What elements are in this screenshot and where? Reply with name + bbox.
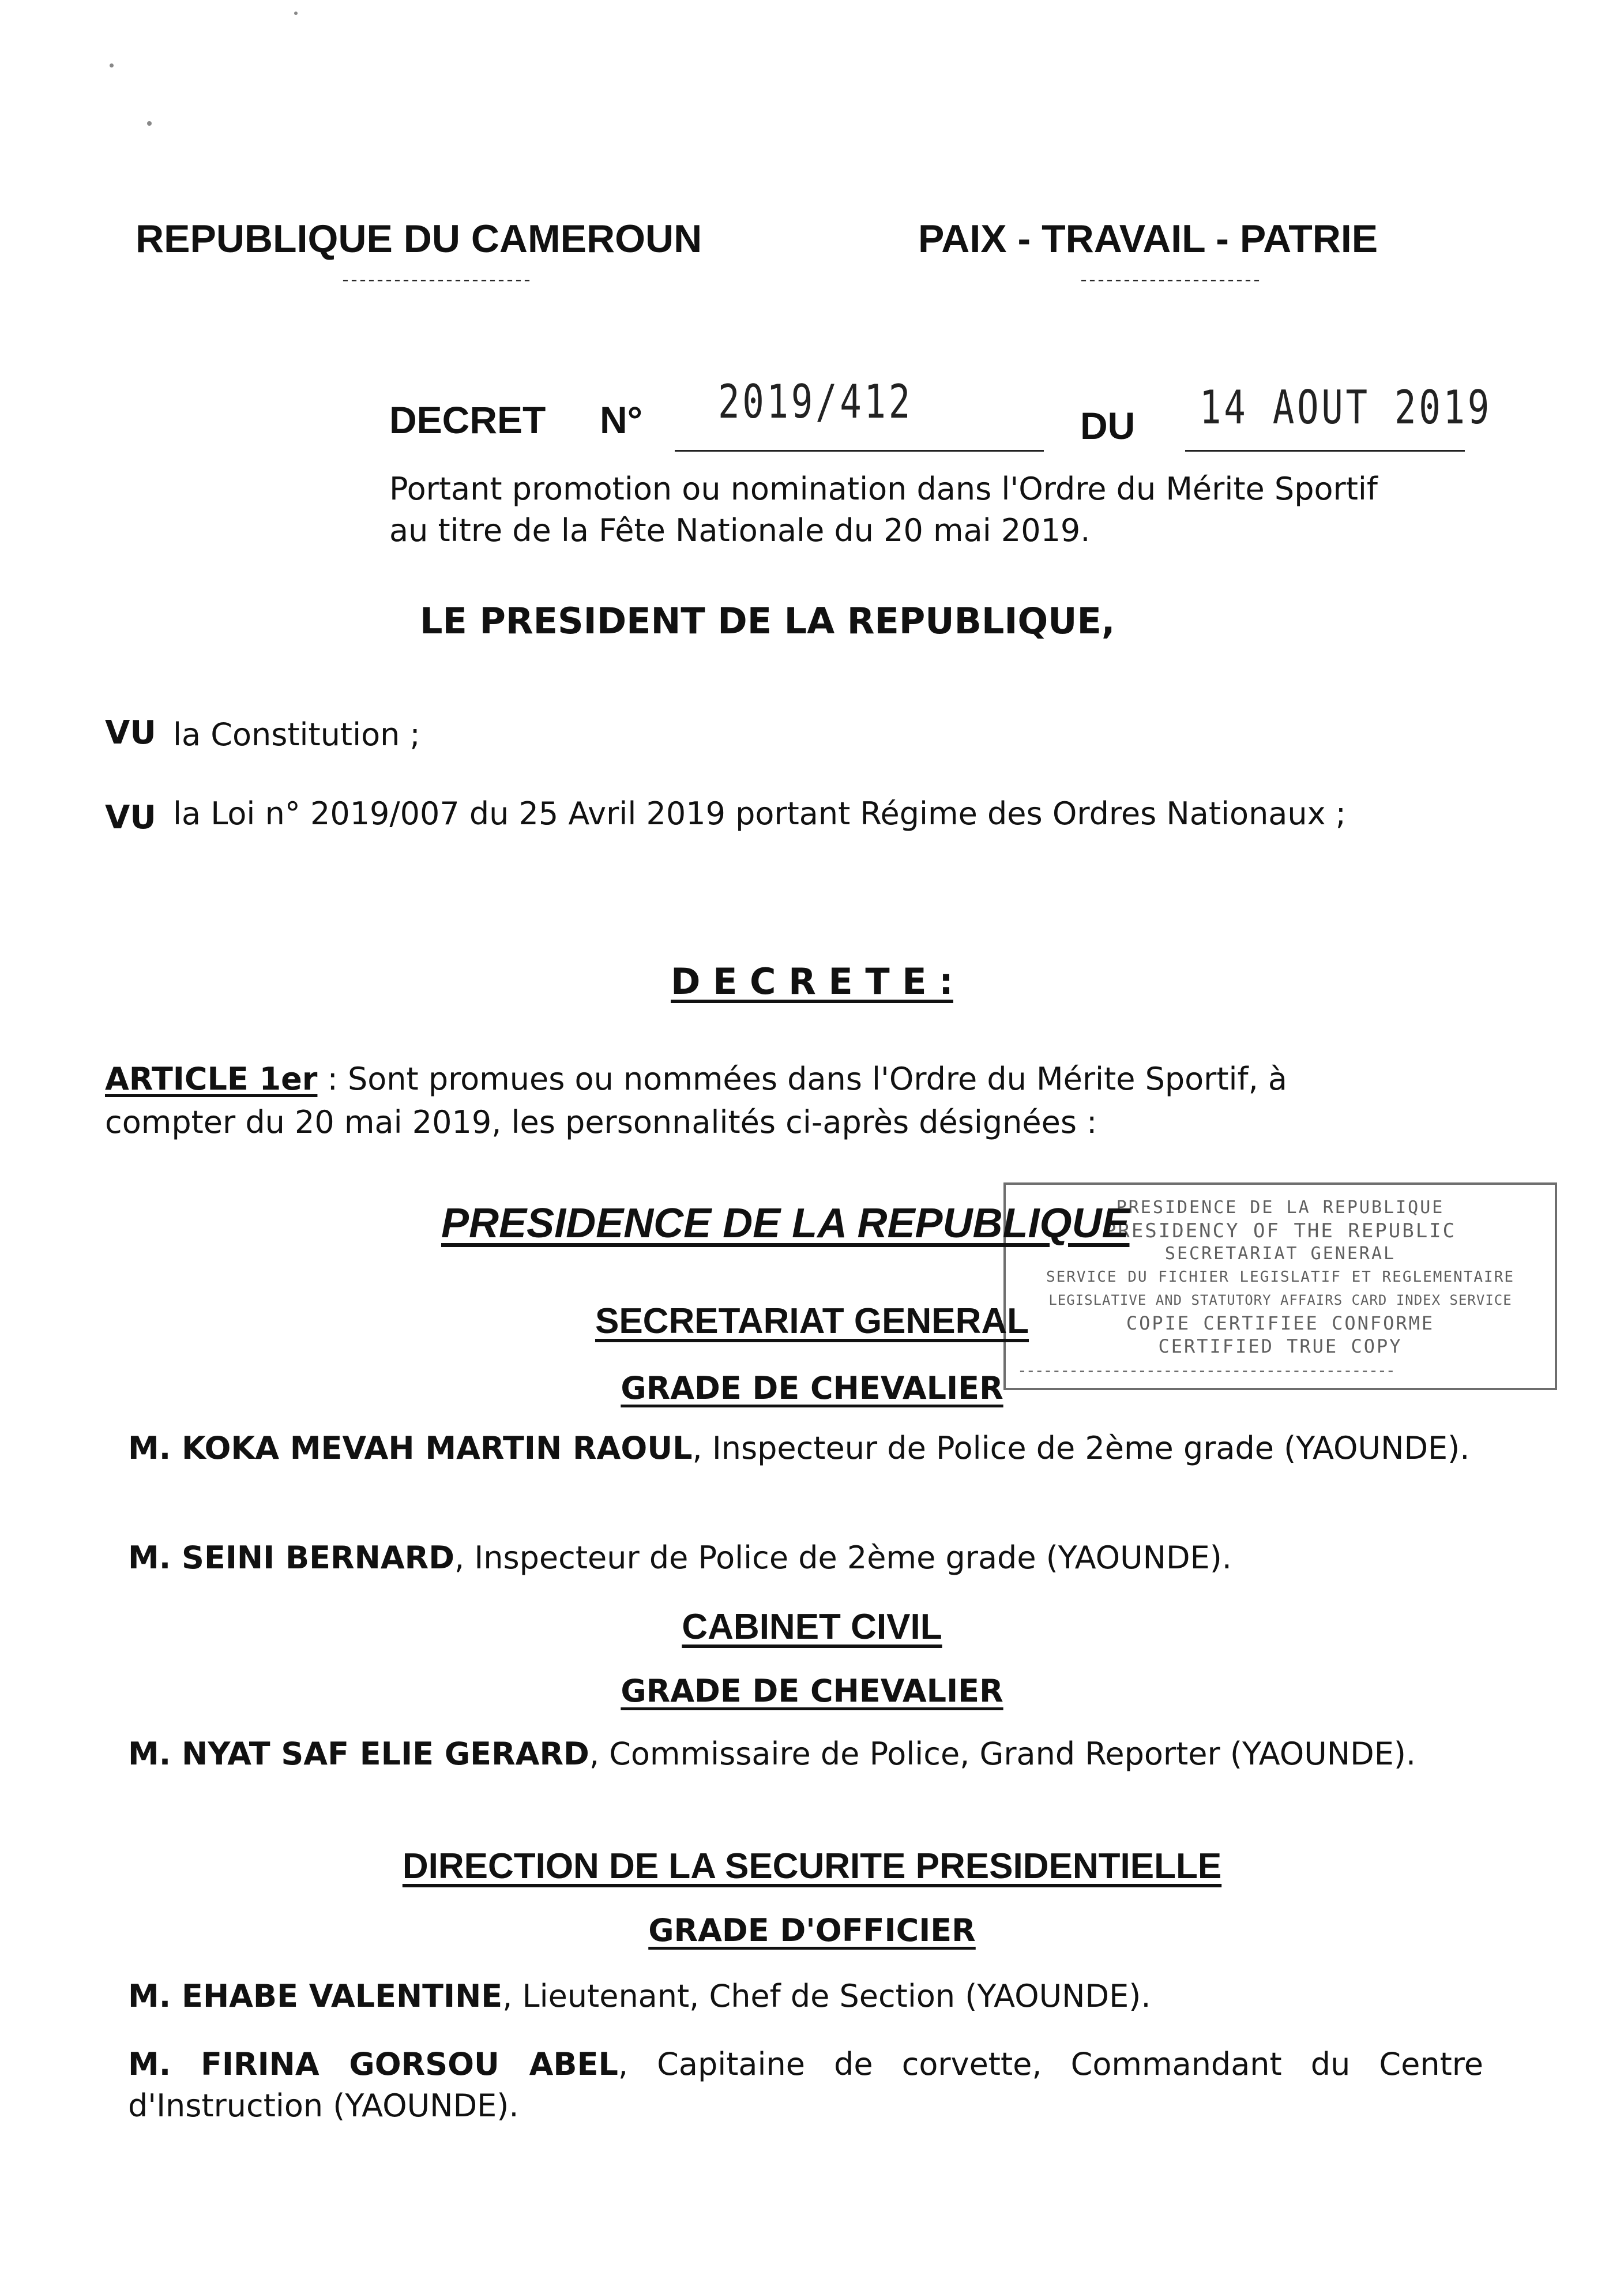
- person-1-name: M. KOKA MEVAH MARTIN RAOUL: [128, 1430, 693, 1466]
- grade-chevalier-2: GRADE DE CHEVALIER: [621, 1673, 1003, 1709]
- article-1-line1: [105, 1058, 1466, 1100]
- stamp-line: LEGISLATIVE AND STATUTORY AFFAIRS CARD INDEX SERVICE: [1048, 1292, 1512, 1308]
- stamp-line: PRESIDENCY OF THE REPUBLIC: [1104, 1219, 1457, 1242]
- grade-officier-row: [0, 1912, 1624, 1948]
- decree-number: 2019/412: [718, 375, 913, 429]
- article-1-text-1: : Sont promues ou nommées dans l'Ordre du Mérite Sportif, à: [327, 1061, 1287, 1097]
- section-cabinet: CABINET CIVIL: [682, 1607, 942, 1647]
- scan-speck: [294, 12, 298, 15]
- scan-speck: [110, 63, 114, 67]
- person-4: [128, 1976, 1151, 2017]
- decree-number-rule: [675, 450, 1044, 452]
- header-dash-right: ---------------------: [1078, 271, 1261, 291]
- section-secretariat-row: [0, 1301, 1624, 1342]
- decree-label: DECRET: [389, 399, 546, 441]
- grade-chevalier-1: GRADE DE CHEVALIER: [621, 1370, 1003, 1406]
- president-heading: LE PRESIDENT DE LA REPUBLIQUE,: [420, 600, 1115, 642]
- person-5-name: M. FIRINA GORSOU ABEL: [128, 2046, 618, 2082]
- person-5: [128, 2044, 1483, 2127]
- stamp-line: SECRETARIAT GENERAL: [1164, 1244, 1396, 1264]
- decree-number-label: N°: [600, 399, 643, 441]
- motto-header: PAIX - TRAVAIL - PATRIE: [918, 217, 1378, 261]
- person-4-desc: , Lieutenant, Chef de Section (YAOUNDE).: [502, 1978, 1151, 2014]
- header-dash-left: ----------------------: [340, 271, 531, 291]
- decrete-heading-text: D E C R E T E :: [671, 960, 953, 1003]
- person-2-name: M. SEINI BERNARD: [128, 1540, 455, 1576]
- section-dsp: DIRECTION DE LA SECURITE PRESIDENTIELLE: [402, 1846, 1222, 1886]
- decree-date-rule: [1185, 450, 1465, 452]
- article-1-line2: compter du 20 mai 2019, les personnalités ci-après désignées :: [105, 1104, 1097, 1140]
- person-2: [128, 1537, 1232, 1579]
- country-header: REPUBLIQUE DU CAMEROUN: [136, 217, 702, 261]
- person-1-desc: , Inspecteur de Police de 2ème grade (YAOUNDE).: [692, 1430, 1470, 1466]
- scan-speck: [147, 121, 152, 126]
- stamp-line: SERVICE DU FICHIER LEGISLATIF ET REGLEMENTAIRE: [1046, 1268, 1515, 1286]
- stamp-dashes: --------------------------------------------: [1017, 1361, 1394, 1380]
- article-1-label: ARTICLE 1er: [105, 1061, 318, 1097]
- person-4-name: M. EHABE VALENTINE: [128, 1978, 503, 2014]
- grade-chevalier-1-row: [0, 1370, 1624, 1406]
- section-secretariat: SECRETARIAT GENERAL: [595, 1301, 1029, 1341]
- decree-subject-line1: Portant promotion ou nomination dans l'Ordre du Mérite Sportif: [389, 471, 1378, 507]
- stamp-line: COPIE CERTIFIEE CONFORME: [1126, 1312, 1435, 1334]
- person-1: [128, 1428, 1483, 1469]
- person-2-desc: , Inspecteur de Police de 2ème grade (YAOUNDE).: [454, 1540, 1232, 1576]
- vu-2-label: VU: [105, 799, 156, 836]
- person-3: [128, 1733, 1416, 1775]
- grade-officier: GRADE D'OFFICIER: [648, 1912, 976, 1948]
- grade-chevalier-2-row: [0, 1673, 1624, 1709]
- stamp-line: CERTIFIED TRUE COPY: [1158, 1335, 1403, 1357]
- decree-date-label: DU: [1080, 404, 1136, 447]
- vu-2-text: la Loi n° 2019/007 du 25 Avril 2019 portant Régime des Ordres Nationaux ;: [173, 795, 1346, 832]
- person-3-name: M. NYAT SAF ELIE GERARD: [128, 1736, 589, 1772]
- decrete-heading: [0, 960, 1624, 1003]
- vu-1-text: la Constitution ;: [173, 716, 420, 753]
- decree-subject-line2: au titre de la Fête Nationale du 20 mai 2019.: [389, 512, 1091, 549]
- section-presidence: PRESIDENCE DE LA REPUBLIQUE: [441, 1200, 1130, 1247]
- stamp-line: PRESIDENCE DE LA REPUBLIQUE: [1116, 1197, 1445, 1218]
- decree-date: 14 AOUT 2019: [1200, 381, 1492, 434]
- person-5-desc: , Capitaine de corvette, Commandant du Centre d'Instruction (YAOUNDE).: [128, 2046, 1483, 2124]
- section-cabinet-row: [0, 1606, 1624, 1647]
- person-3-desc: , Commissaire de Police, Grand Reporter (YAOUNDE).: [589, 1736, 1416, 1772]
- section-dsp-row: [0, 1846, 1624, 1887]
- vu-1-label: VU: [105, 714, 156, 752]
